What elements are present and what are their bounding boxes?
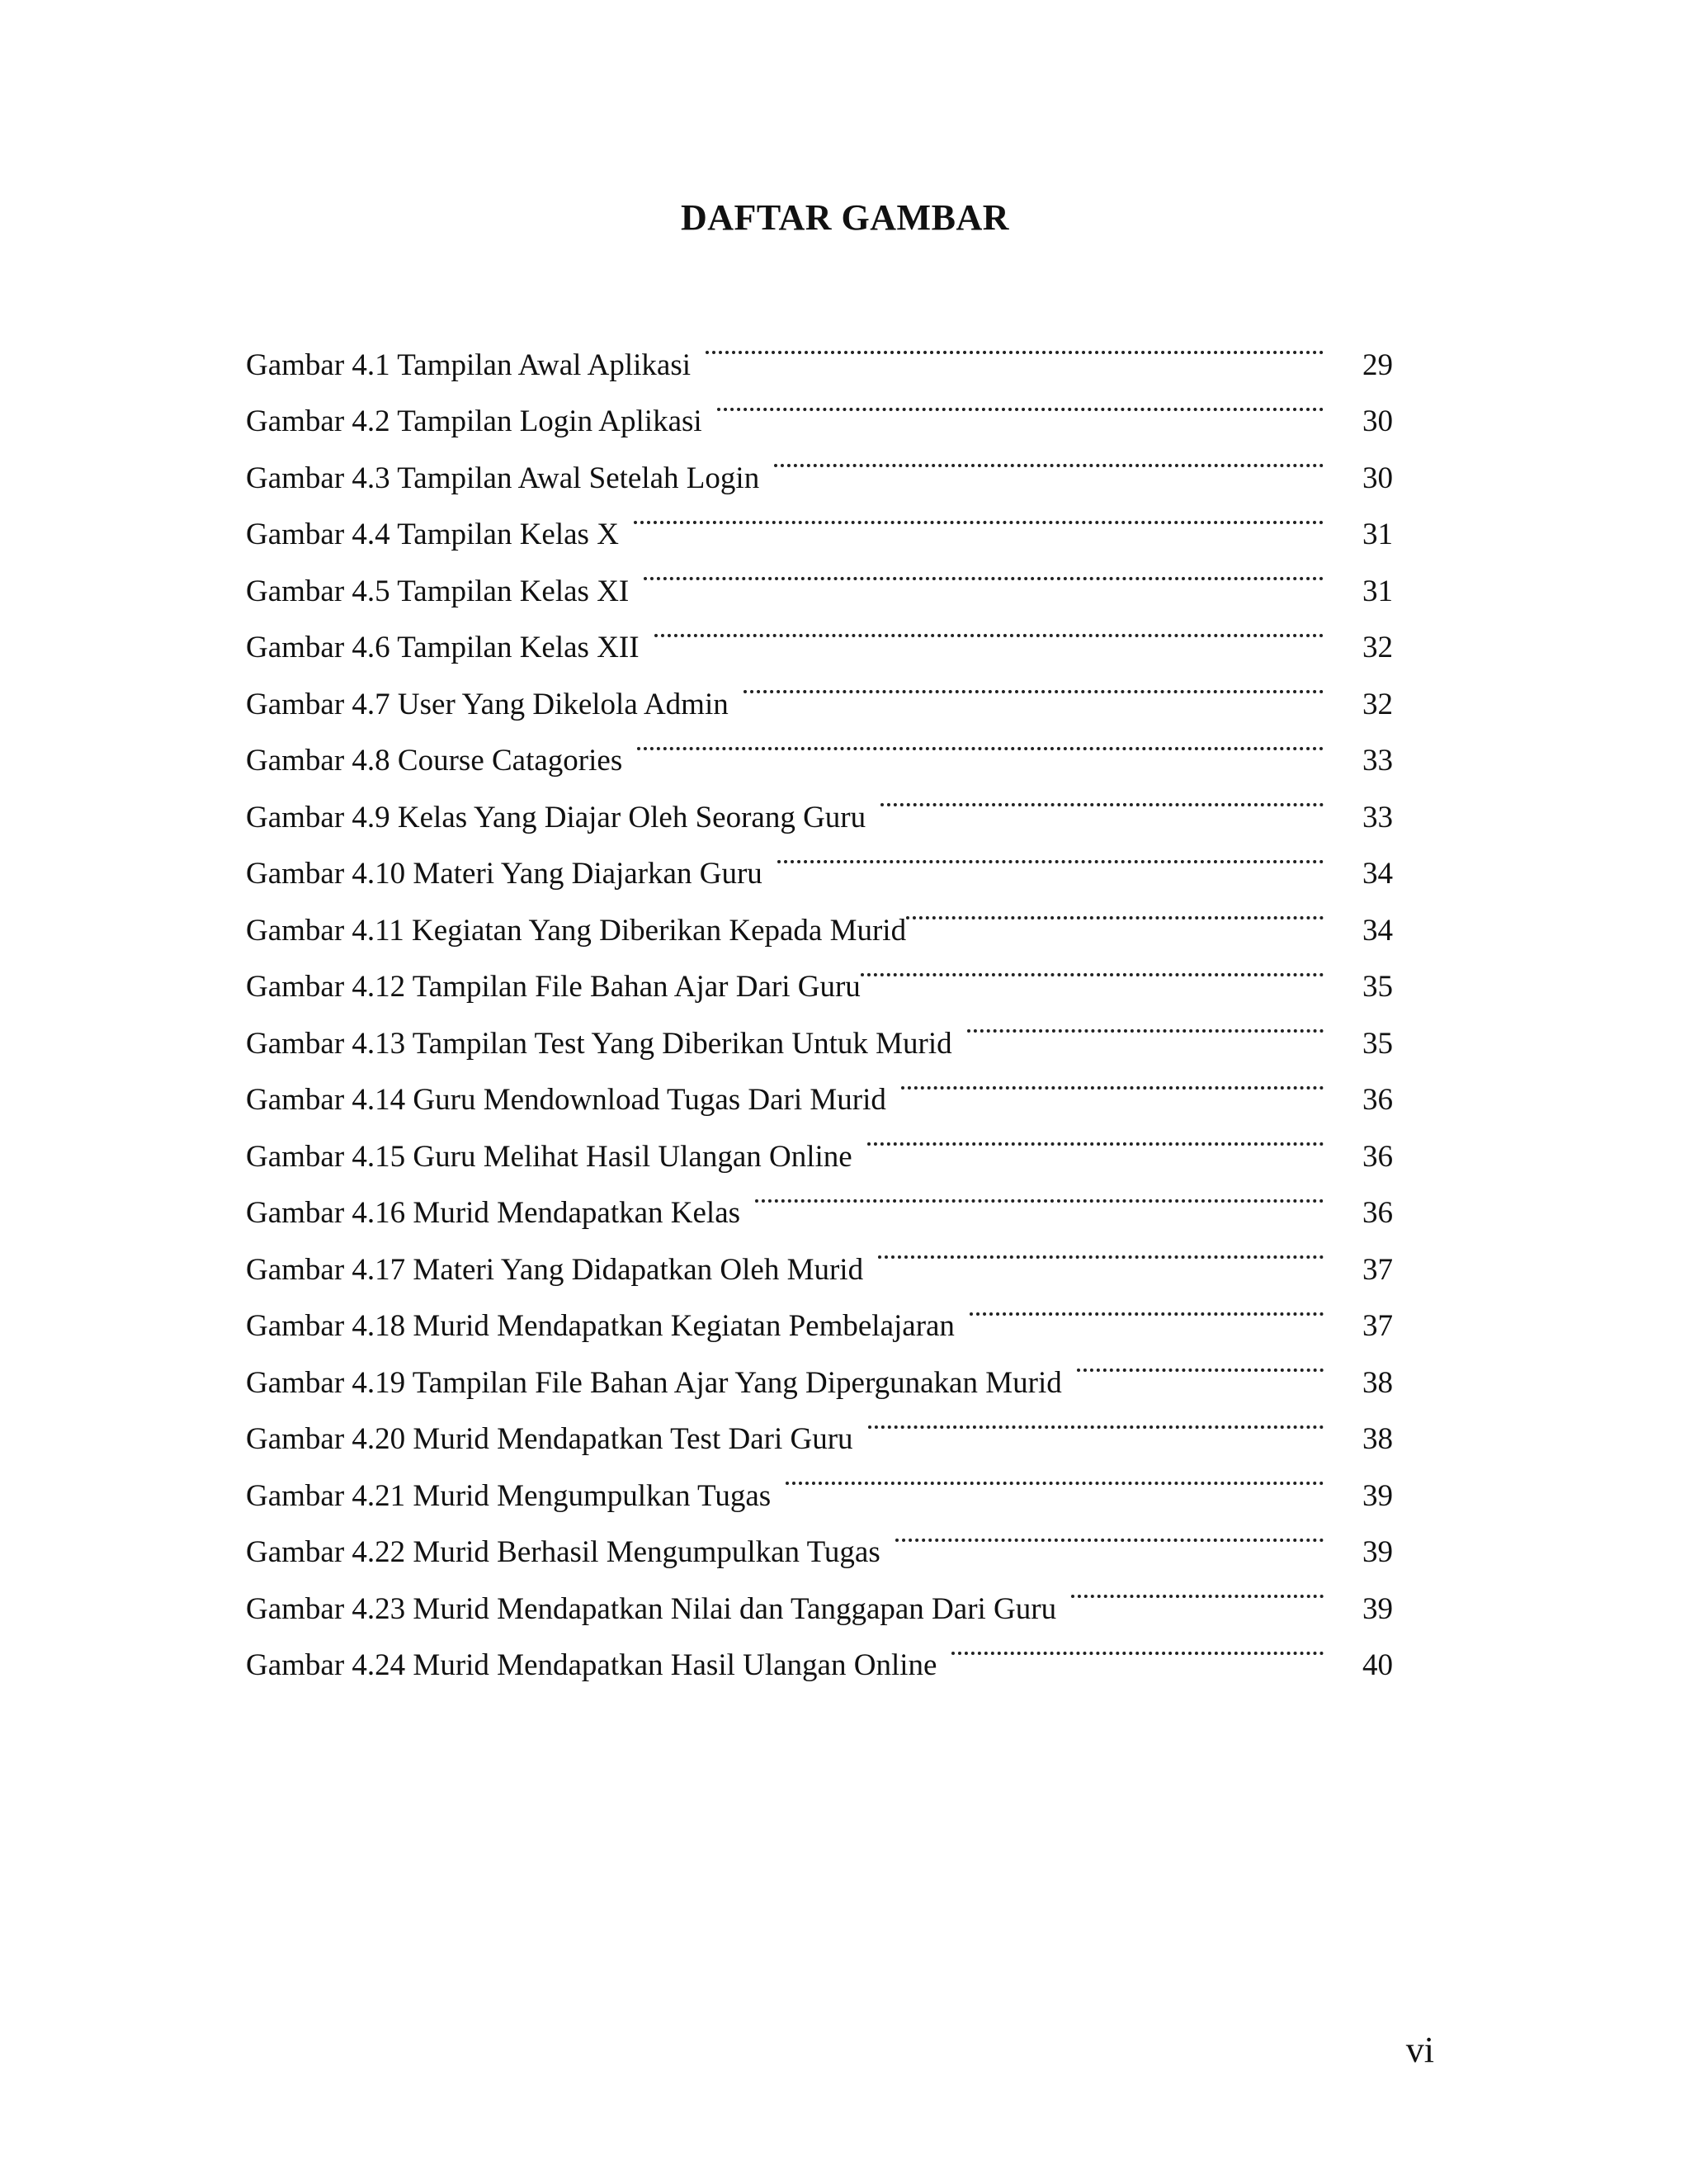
toc-entry[interactable] (246, 1279, 1393, 1343)
toc-entry-page: 33 (1362, 744, 1393, 778)
toc-entry-label: Gambar 4.1 Tampilan Awal Aplikasi (246, 347, 691, 382)
toc-entry-label: Gambar 4.4 Tampilan Kelas X (246, 518, 619, 551)
toc-entry-page: 37 (1362, 1252, 1393, 1287)
toc-entry-label: Gambar 4.7 User Yang Dikelola Admin (246, 687, 729, 721)
toc-entry-page: 31 (1362, 518, 1393, 551)
toc-entry-label: Gambar 4.23 Murid Mendapatkan Nilai dan Tanggapan Dari Guru (246, 1591, 1057, 1626)
toc-entry-label: Gambar 4.21 Murid Mengumpulkan Tugas (246, 1478, 772, 1513)
toc-entry[interactable] (246, 883, 1393, 948)
toc-entry-page: 33 (1362, 800, 1393, 834)
toc-entry-label: Gambar 4.20 Murid Mendapatkan Test Dari Guru (246, 1422, 853, 1456)
toc-entry[interactable] (246, 544, 1393, 608)
dot-leader (755, 1166, 1324, 1223)
toc-entry[interactable] (246, 1506, 1393, 1569)
toc-entry[interactable] (246, 1449, 1393, 1513)
toc-entry[interactable] (246, 1109, 1393, 1174)
toc-entry[interactable] (246, 1222, 1393, 1287)
toc-entry-page: 30 (1362, 404, 1393, 438)
dot-leader (717, 375, 1324, 432)
toc-entry-page: 40 (1362, 1648, 1393, 1682)
toc-entry[interactable] (246, 1619, 1393, 1682)
page-number: vi (1405, 2030, 1434, 2070)
toc-entry-page: 36 (1362, 1196, 1393, 1230)
toc-entry[interactable] (246, 1335, 1393, 1400)
toc-entry[interactable] (246, 1562, 1393, 1626)
dot-leader (970, 1279, 1324, 1336)
toc-entry[interactable] (246, 431, 1393, 495)
toc-entry[interactable] (246, 601, 1393, 664)
toc-entry-page: 30 (1362, 461, 1393, 495)
dot-leader (878, 1222, 1324, 1279)
toc-entry[interactable] (246, 657, 1393, 721)
dot-leader (706, 318, 1324, 375)
dot-leader (786, 1449, 1324, 1506)
toc-entry-label: Gambar 4.17 Materi Yang Didapatkan Oleh Murid (246, 1252, 864, 1287)
toc-entry-label: Gambar 4.14 Guru Mendownload Tugas Dari Murid (246, 1083, 886, 1117)
toc-entry-label: Gambar 4.18 Murid Mendapatkan Kegiatan Pembelajaran (246, 1309, 955, 1343)
toc-entry-label: Gambar 4.15 Guru Melihat Hasil Ulangan Online (246, 1139, 852, 1174)
dot-leader (644, 544, 1324, 601)
dot-leader (906, 883, 1324, 940)
toc-entry-label: Gambar 4.16 Murid Mendapatkan Kelas (246, 1196, 741, 1230)
dot-leader (861, 940, 1324, 997)
toc-entry-page: 38 (1362, 1422, 1393, 1456)
figure-list (246, 318, 1393, 1682)
toc-entry-label: Gambar 4.2 Tampilan Login Aplikasi (246, 404, 702, 438)
toc-entry-page: 32 (1362, 687, 1393, 721)
dot-leader (1071, 1562, 1324, 1619)
toc-entry[interactable] (246, 827, 1393, 891)
page-title: DAFTAR GAMBAR (681, 197, 1009, 238)
toc-entry-page: 38 (1362, 1365, 1393, 1400)
toc-entry-page: 32 (1362, 631, 1393, 664)
toc-entry-page: 35 (1362, 970, 1393, 1004)
toc-entry-page: 39 (1362, 1535, 1393, 1569)
toc-entry-label: Gambar 4.24 Murid Mendapatkan Hasil Ulangan Online (246, 1648, 937, 1682)
toc-entry[interactable] (246, 488, 1393, 551)
toc-entry[interactable] (246, 770, 1393, 834)
toc-entry-page: 34 (1362, 913, 1393, 948)
toc-entry-page: 36 (1362, 1083, 1393, 1117)
toc-entry-page: 35 (1362, 1026, 1393, 1061)
dot-leader (654, 601, 1324, 658)
dot-leader (634, 488, 1324, 545)
toc-entry-label: Gambar 4.8 Course Catagories (246, 744, 623, 778)
dot-leader (895, 1506, 1324, 1562)
dot-leader (901, 1053, 1324, 1110)
dot-leader (967, 996, 1324, 1053)
toc-entry[interactable] (246, 1392, 1393, 1456)
toc-entry-page: 39 (1362, 1591, 1393, 1626)
dot-leader (777, 827, 1324, 884)
toc-entry-label: Gambar 4.13 Tampilan Test Yang Diberikan Untuk Murid (246, 1026, 952, 1061)
toc-entry-label: Gambar 4.12 Tampilan File Bahan Ajar Dari Guru (246, 970, 861, 1004)
toc-entry-page: 34 (1362, 857, 1393, 891)
toc-entry[interactable] (246, 714, 1393, 778)
toc-entry[interactable] (246, 996, 1393, 1061)
toc-entry[interactable] (246, 375, 1393, 438)
dot-leader (880, 770, 1324, 827)
toc-entry-page: 31 (1362, 574, 1393, 608)
toc-entry-page: 36 (1362, 1139, 1393, 1174)
dot-leader (867, 1109, 1324, 1166)
toc-entry-label: Gambar 4.22 Murid Berhasil Mengumpulkan Tugas (246, 1535, 880, 1569)
dot-leader (744, 657, 1324, 714)
toc-entry-label: Gambar 4.19 Tampilan File Bahan Ajar Yang Dipergunakan Murid (246, 1365, 1062, 1400)
dot-leader (951, 1619, 1324, 1676)
toc-entry-label: Gambar 4.6 Tampilan Kelas XII (246, 631, 640, 664)
toc-entry-page: 39 (1362, 1478, 1393, 1513)
toc-entry[interactable] (246, 1053, 1393, 1117)
toc-entry[interactable] (246, 940, 1393, 1004)
toc-entry-label: Gambar 4.10 Materi Yang Diajarkan Guru (246, 857, 762, 891)
toc-entry-label: Gambar 4.9 Kelas Yang Diajar Oleh Seorang Guru (246, 800, 866, 834)
dot-leader (637, 714, 1324, 771)
dot-leader (774, 431, 1324, 488)
toc-entry-page: 29 (1362, 347, 1393, 382)
toc-entry-label: Gambar 4.3 Tampilan Awal Setelah Login (246, 461, 760, 495)
dot-leader (868, 1392, 1324, 1449)
toc-entry-label: Gambar 4.5 Tampilan Kelas XI (246, 574, 630, 608)
toc-entry[interactable] (246, 1166, 1393, 1230)
toc-entry-label: Gambar 4.11 Kegiatan Yang Diberikan Kepada Murid (246, 913, 907, 948)
toc-entry-page: 37 (1362, 1309, 1393, 1343)
toc-entry[interactable] (246, 318, 1393, 382)
dot-leader (1077, 1335, 1324, 1392)
